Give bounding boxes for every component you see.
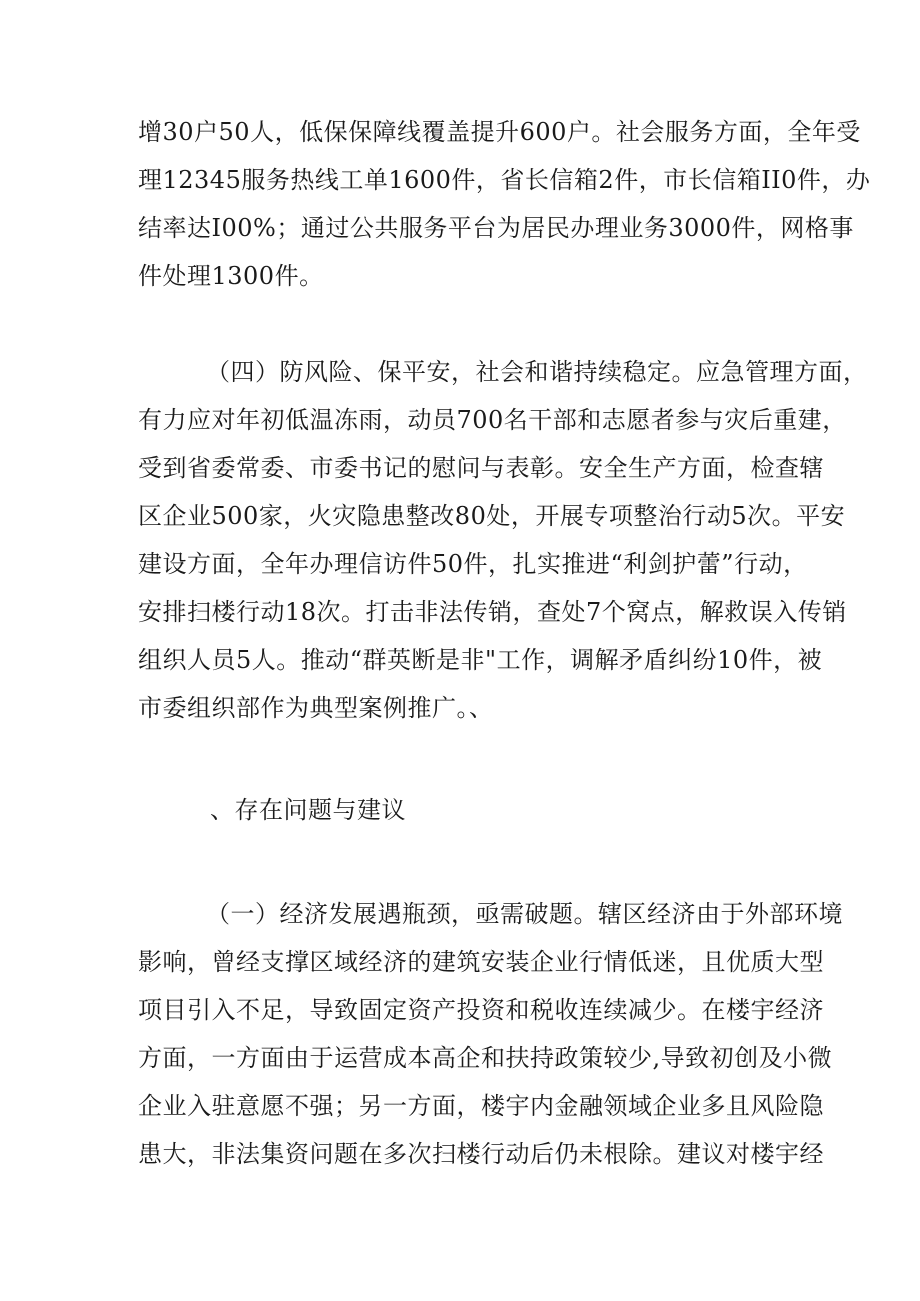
section-heading-text: 、存在问题与建议 [210, 796, 406, 824]
text-line: 项目引入不足，导致固定资产投资和税收连续减少。在楼宇经济 [138, 996, 824, 1024]
paragraph-risk-safety [138, 348, 868, 732]
text-line: 有力应对年初低温冻雨，动员700名干部和志愿者参与灾后重建， [138, 406, 847, 434]
text-line: 建设方面，全年办理信访件50件，扎实推进“利剑护蕾”行动， [138, 550, 808, 578]
text-line: 区企业500家，火灾隐患整改80处，开展专项整治行动5次。平安 [138, 502, 846, 530]
paragraph-social-services [138, 108, 871, 300]
text-line: （四）防风险、保平安，社会和谐持续稳定。应急管理方面， [206, 358, 868, 386]
text-line: 受到省委常委、市委书记的慰问与表彰。安全生产方面，检查辖 [138, 454, 824, 482]
text-line: 理12345服务热线工单1600件，省长信箱2件，市长信箱II0件，办 [138, 166, 871, 194]
text-line: 结率达I00%；通过公共服务平台为居民办理业务3000件，网格事 [138, 214, 854, 242]
text-line: 增30户50人，低保保障线覆盖提升600户。社会服务方面，全年受 [138, 118, 861, 146]
text-line: 企业入驻意愿不强；另一方面，楼宇内金融领域企业多且风险隐 [138, 1092, 824, 1120]
text-line: 影响，曾经支撑区域经济的建筑安装企业行情低迷，且优质大型 [138, 948, 824, 976]
text-line: （一）经济发展遇瓶颈，亟需破题。辖区经济由于外部环境 [206, 900, 843, 928]
text-line: 安排扫楼行动18次。打击非法传销，查处7个窝点，解救误入传销 [138, 598, 847, 626]
text-line: 市委组织部作为典型案例推广。、 [138, 694, 494, 722]
paragraph-economic-development [138, 890, 843, 1178]
text-line: 件处理1300件。 [138, 262, 324, 290]
text-line: 患大，非法集资问题在多次扫楼行动后仍未根除。建议对楼宇经 [138, 1140, 824, 1168]
section-heading [210, 786, 870, 834]
text-line: 方面，一方面由于运营成本高企和扶持政策较少,导致初创及小微 [138, 1044, 833, 1072]
text-line: 组织人员5人。推动“群英断是非"工作，调解矛盾纠纷10件，被 [138, 646, 823, 674]
